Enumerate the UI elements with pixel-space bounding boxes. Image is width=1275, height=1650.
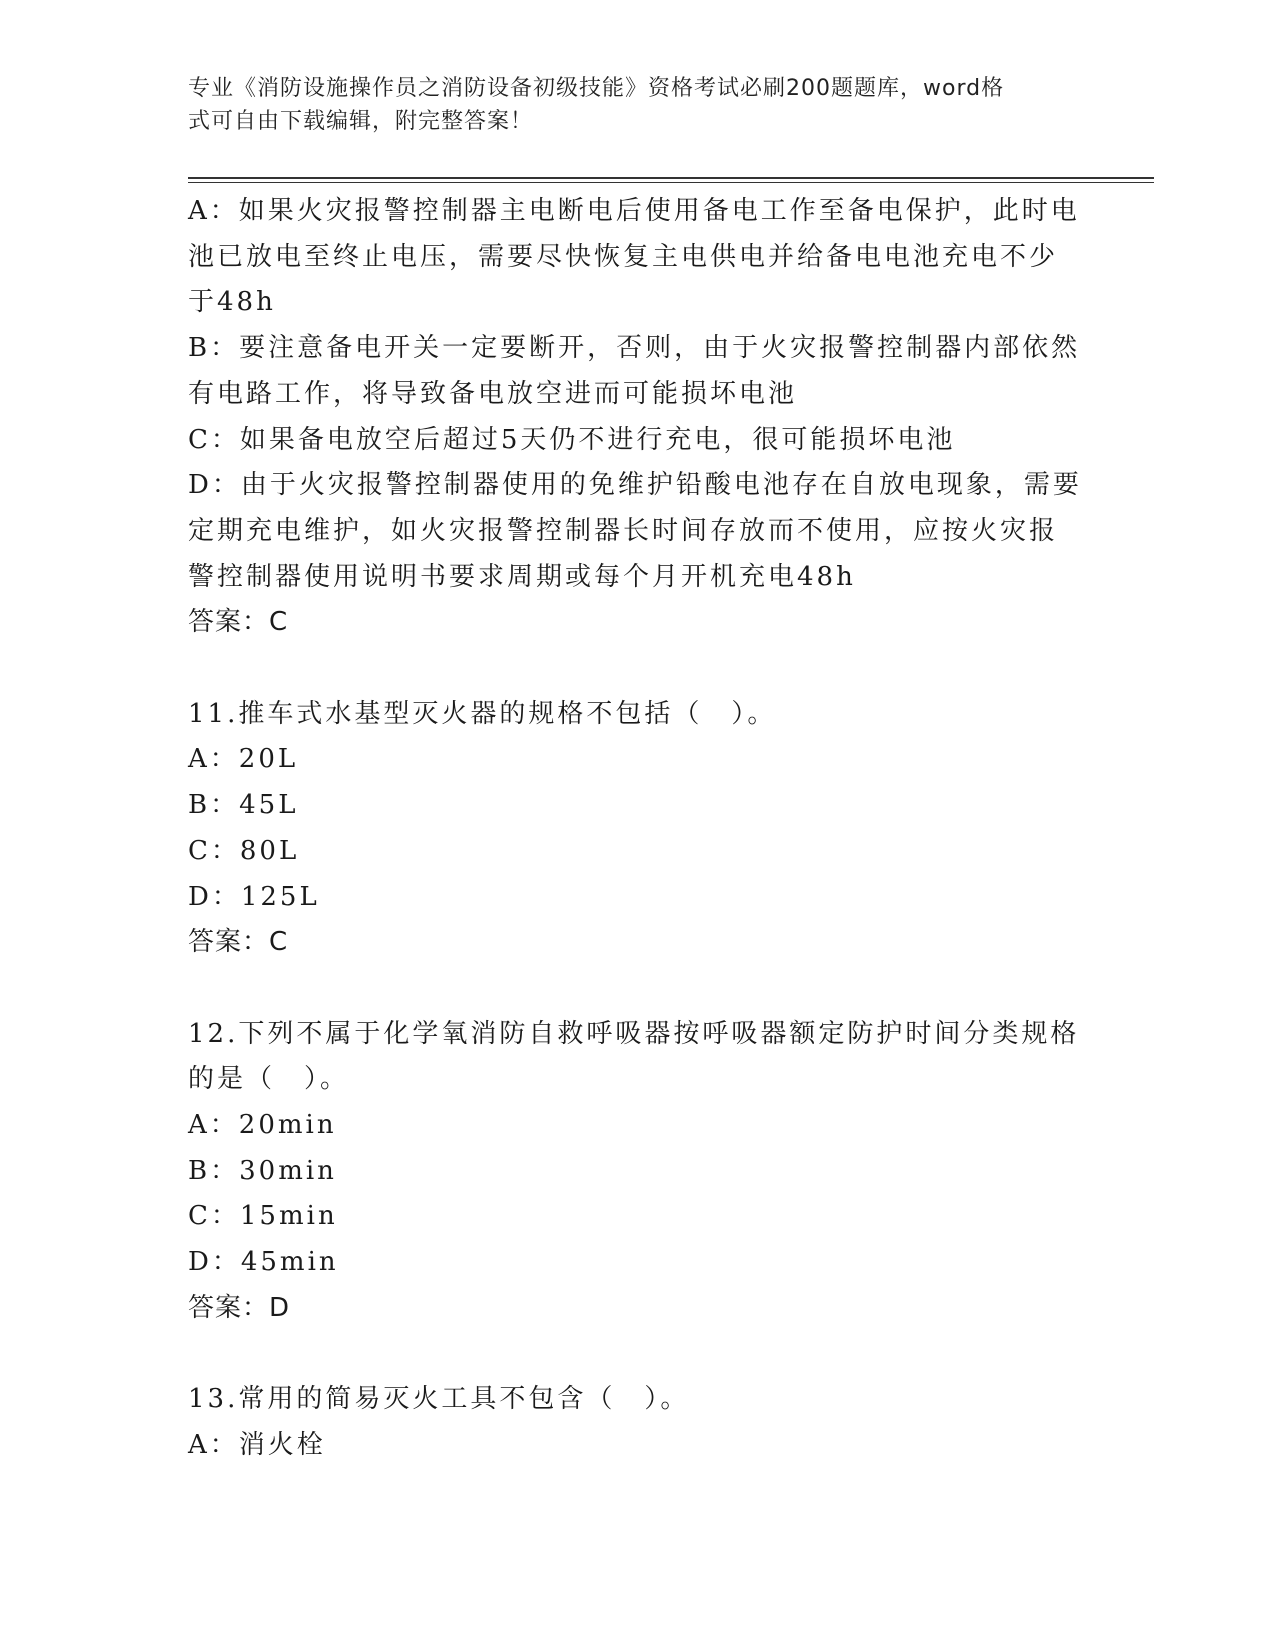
header-rule-thin <box>188 182 1154 183</box>
option-d: D：125L <box>188 881 320 912</box>
option-a: A：20L <box>188 744 299 775</box>
option-b-line: B：要注意备电开关一定要断开，否则，由于火灾报警控制器内部依然 <box>188 333 1081 364</box>
question-stem: 的是（ ）。 <box>188 1064 350 1095</box>
option-a-line: 于48h <box>188 287 276 318</box>
answer-line: 答案：C <box>188 927 289 958</box>
option-d: D：45min <box>188 1247 339 1278</box>
option-a-line: 池已放电至终止电压，需要尽快恢复主电供电并给备电电池充电不少 <box>188 241 1059 272</box>
option-a-line: A：如果火灾报警控制器主电断电后使用备电工作至备电保护，此时电 <box>188 196 1080 226</box>
question-content <box>188 189 1088 1469</box>
spacer <box>188 646 1088 692</box>
question-12 <box>188 1012 1088 1332</box>
option-b: B：45L <box>188 790 299 821</box>
answer-line: 答案：D <box>188 1292 291 1323</box>
header-rule-thick <box>188 177 1154 179</box>
question-stem: 11.推车式水基型灭火器的规格不包括（ ）。 <box>188 698 777 729</box>
question-10 <box>188 189 1088 646</box>
option-a: A：20min <box>188 1110 337 1141</box>
option-c-line: C：如果备电放空后超过5天仍不进行充电，很可能损坏电池 <box>188 424 956 455</box>
option-d-line: 警控制器使用说明书要求周期或每个月开机充电48h <box>188 561 856 592</box>
question-13 <box>188 1377 1088 1468</box>
option-d-line: 定期充电维护，如火灾报警控制器长时间存放而不使用，应按火灾报 <box>188 515 1059 546</box>
option-c: C：15min <box>188 1201 338 1232</box>
header-line: 专业《消防设施操作员之消防设备初级技能》资格考试必刷200题题库，word格 <box>188 76 1005 101</box>
question-11 <box>188 692 1088 966</box>
option-b: B：30min <box>188 1155 337 1186</box>
spacer <box>188 966 1088 1012</box>
option-a: A：消火栓 <box>188 1429 326 1460</box>
option-b-line: 有电路工作，将导致备电放空进而可能损坏电池 <box>188 378 798 409</box>
document-header <box>188 72 1068 138</box>
option-c: C：80L <box>188 835 300 866</box>
option-d-line: D：由于火灾报警控制器使用的免维护铅酸电池存在自放电现象，需要 <box>188 470 1082 501</box>
question-stem: 13.常用的简易灭火工具不包含（ ）。 <box>188 1384 690 1415</box>
answer-line: 答案：C <box>188 607 289 638</box>
spacer <box>188 1332 1088 1378</box>
header-line: 式可自由下载编辑，附完整答案！ <box>188 109 534 134</box>
question-stem: 12.下列不属于化学氧消防自救呼吸器按呼吸器额定防护时间分类规格 <box>188 1018 1080 1049</box>
